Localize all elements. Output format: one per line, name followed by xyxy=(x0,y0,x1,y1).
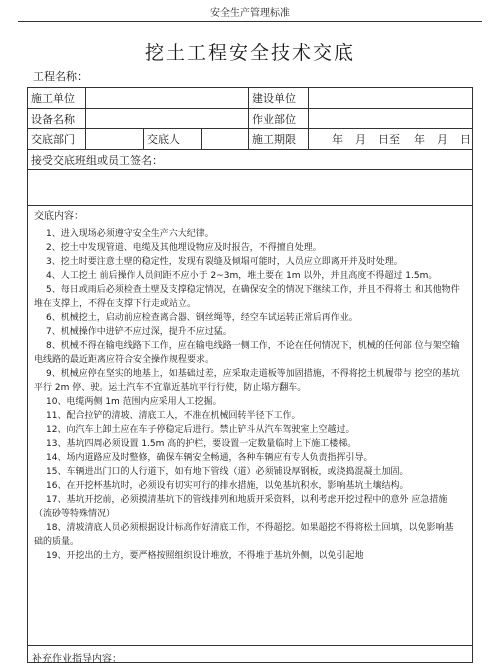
value-client-unit[interactable] xyxy=(309,88,474,108)
content-item: 19、开挖出的土方，要严格按照组织设计堆放，不得堆于基坑外侧，以免引起地 xyxy=(46,551,364,561)
header-mark: 安全生产管理标准 xyxy=(210,8,290,19)
date-end-day: 日 xyxy=(460,133,471,146)
date-start-year: 年 xyxy=(332,133,343,146)
row-disclosure xyxy=(28,129,472,150)
label-equipment-name: 设备名称 xyxy=(28,109,86,128)
value-construction-unit[interactable] xyxy=(86,88,249,108)
disclosure-content xyxy=(28,206,472,646)
supplement-label: 补充作业指导内容： xyxy=(32,654,122,665)
value-disclosure-department[interactable] xyxy=(86,129,144,149)
content-item: 8、机械不得在输电线路下工作，应在输电线路一侧工作，不论在任何情况下，机械的任何部 位与架空输电线路的最近距离应符合安全操作规程要求。 xyxy=(34,341,460,365)
content-item: 18、清坡清底人员必须根据设计标高作好清底工作，不得超挖。如果超挖不得将松土回填，以免影响基础的质量。 xyxy=(34,523,454,547)
value-equipment-name[interactable] xyxy=(86,109,249,128)
label-disclosure-department: 交底部门 xyxy=(28,129,86,149)
content-item: 12、向汽车上卸土应在车子停稳定后进行。禁止铲斗从汽车驾驶室上空越过。 xyxy=(46,425,355,435)
date-end-year: 年 xyxy=(414,133,425,146)
content-item: 9、机械应停在坚实的地基上，如基础过差，应采取走道板等加固措施，不得将挖土机履带与 挖空的基坑平行 2m 停、驶。运土汽车不宜靠近基坑平行行使，防止塌方翻车。 xyxy=(34,369,460,393)
value-work-area[interactable] xyxy=(309,109,474,128)
header-rule xyxy=(18,21,482,22)
label-construction-unit: 施工单位 xyxy=(28,88,86,108)
content-item: 11、配合拉铲的清坡、清底工人，不准在机械回转半径下工作。 xyxy=(46,411,301,421)
content-item: 17、基坑开挖前，必须摸清基坑下的管线排列和地质开采资料，以利考虑开挖过程中的意外 应急措施（流砂等特殊情况） xyxy=(34,495,448,519)
content-item: 16、在开挖杯基坑时，必须设有切实可行的排水措施，以免基坑积水，影响基坑土壤结构。 xyxy=(46,481,409,491)
content-heading: 交底内容： xyxy=(34,211,84,222)
content-item: 10、电缆两侧 1m 范围内应采用人工挖掘。 xyxy=(46,397,222,407)
content-item: 4、人工挖土 前后操作人员间距不应小于 2~3m，堆土要在 1m 以外，并且高度不得超过 1.5m。 xyxy=(46,271,438,281)
row-signatures xyxy=(28,150,472,170)
disclosure-sheet xyxy=(27,87,473,663)
label-signatures: 接受交底班组或员工签名： xyxy=(31,153,163,167)
value-construction-period[interactable] xyxy=(309,129,474,149)
content-item: 2、挖土中发现管道、电缆及其他埋设物应及时报告，不得擅自处理。 xyxy=(46,243,322,253)
date-start-month: 月 xyxy=(355,133,366,146)
content-item: 5、每日或雨后必须检查土壁及支撑稳定情况，在确保安全的情况下继续工作，并且不得将土 和其他物件堆在支撑上，不得在支撑下行走或站立。 xyxy=(34,285,460,309)
content-item: 7、机械操作中进铲不应过深，提升不应过猛。 xyxy=(46,327,232,337)
content-item: 15、车辆进出门口的人行道下，如有地下管线（道）必须铺设厚钢板，或浇捣混凝土加固。 xyxy=(46,467,409,477)
row-equipment xyxy=(28,109,472,129)
label-discloser: 交底人 xyxy=(144,129,202,149)
date-end-month: 月 xyxy=(437,133,448,146)
content-item: 14、场内道路应及时整修，确保车辆安全畅通，各种车辆应有专人负责指挥引导。 xyxy=(46,453,373,463)
content-item: 13、基坑四周必须设置 1.5m 高的护栏，要设置一定数量临时上下施工楼梯。 xyxy=(46,439,357,449)
label-work-area: 作业部位 xyxy=(249,109,309,128)
content-items xyxy=(34,227,462,563)
content-item: 3、挖土时要注意土壁的稳定性，发现有裂缝及倾塌可能时，人员应立即离开并及时处理。 xyxy=(46,257,403,267)
content-item: 6、机械挖土，启动前应检查离合器、钢丝绳等，经空车试运转正常后再作业。 xyxy=(46,313,358,323)
date-start-day-to: 日至 xyxy=(378,133,400,146)
project-name-label: 工程名称： xyxy=(33,70,88,83)
label-construction-period: 施工期限 xyxy=(249,129,309,149)
document-title: 挖土工程安全技术交底 xyxy=(144,42,355,64)
row-signature-space[interactable] xyxy=(28,170,472,206)
content-item: 1、进入现场必须遵守安全生产六大纪律。 xyxy=(46,229,214,239)
label-client-unit: 建设单位 xyxy=(249,88,309,108)
value-discloser[interactable] xyxy=(202,129,249,149)
row-construction-unit xyxy=(28,88,472,109)
